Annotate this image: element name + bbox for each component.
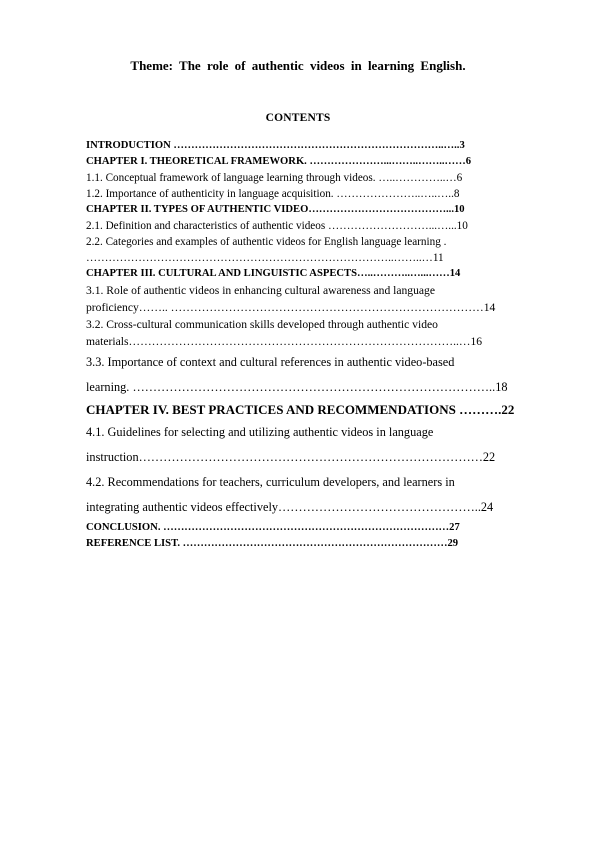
toc-section-4-2-line1: 4.2. Recommendations for teachers, curriculum developers, and learners in	[86, 475, 455, 489]
toc-section-3-1-line2: proficiency…….. ………………………………………………………………………14	[86, 301, 496, 314]
toc-section-4-1-line2: instruction…………………………………………………………………………22	[86, 450, 496, 464]
toc-introduction: INTRODUCTION …………………………………………………………………..…..3	[86, 140, 465, 151]
toc-section-1-1: 1.1. Conceptual framework of language learning through videos. …..…………..…6	[86, 172, 463, 184]
toc-chapter-1: CHAPTER I. THEORETICAL FRAMEWORK. …………………...……..……..……6	[86, 156, 472, 167]
toc-chapter-3: CHAPTER III. CULTURAL AND LINGUISTIC ASPECTS…..………..…...……14	[86, 268, 461, 279]
contents-heading: CONTENTS	[265, 112, 331, 124]
toc-chapter-2: CHAPTER II. TYPES OF AUTHENTIC VIDEO…………………………………...10	[86, 204, 465, 215]
toc-section-4-2-line2: integrating authentic videos effectively…………………………………………..24	[86, 500, 494, 514]
toc-chapter-4: CHAPTER IV. BEST PRACTICES AND RECOMMENDATIONS ……….22	[86, 402, 515, 417]
toc-section-2-1: 2.1. Definition and characteristics of authentic videos ………………………...…...10	[86, 220, 468, 232]
toc-section-3-3-line1: 3.3. Importance of context and cultural references in authentic video-based	[86, 355, 455, 369]
toc-section-2-2-line1: 2.2. Categories and examples of authentic videos for English language learning .	[86, 236, 447, 248]
toc-section-3-2-line1: 3.2. Cross-cultural communication skills developed through authentic video	[86, 318, 438, 331]
table-of-contents	[86, 138, 552, 552]
toc-conclusion: CONCLUSION. ………………………………………………………………………27	[86, 522, 460, 533]
toc-section-2-2-line2: ………………………………………………………………………..……..…11	[86, 252, 444, 264]
toc-section-3-2-line2: materials…………………………………………………………………………..…16	[86, 335, 483, 348]
toc-section-3-1-line1: 3.1. Role of authentic videos in enhancing cultural awareness and language	[86, 284, 435, 297]
toc-section-1-2: 1.2. Importance of authenticity in language acquisition. …………………..…..…..8	[86, 188, 460, 200]
theme-title: Theme: The role of authentic videos in learning English.	[130, 58, 466, 73]
toc-section-3-3-line2: learning. ……………………………………………………………………………..18	[86, 380, 508, 394]
toc-reference-list: REFERENCE LIST. …………………………………………………………………29	[86, 538, 459, 549]
toc-section-4-1-line1: 4.1. Guidelines for selecting and utilizing authentic videos in language	[86, 425, 434, 439]
